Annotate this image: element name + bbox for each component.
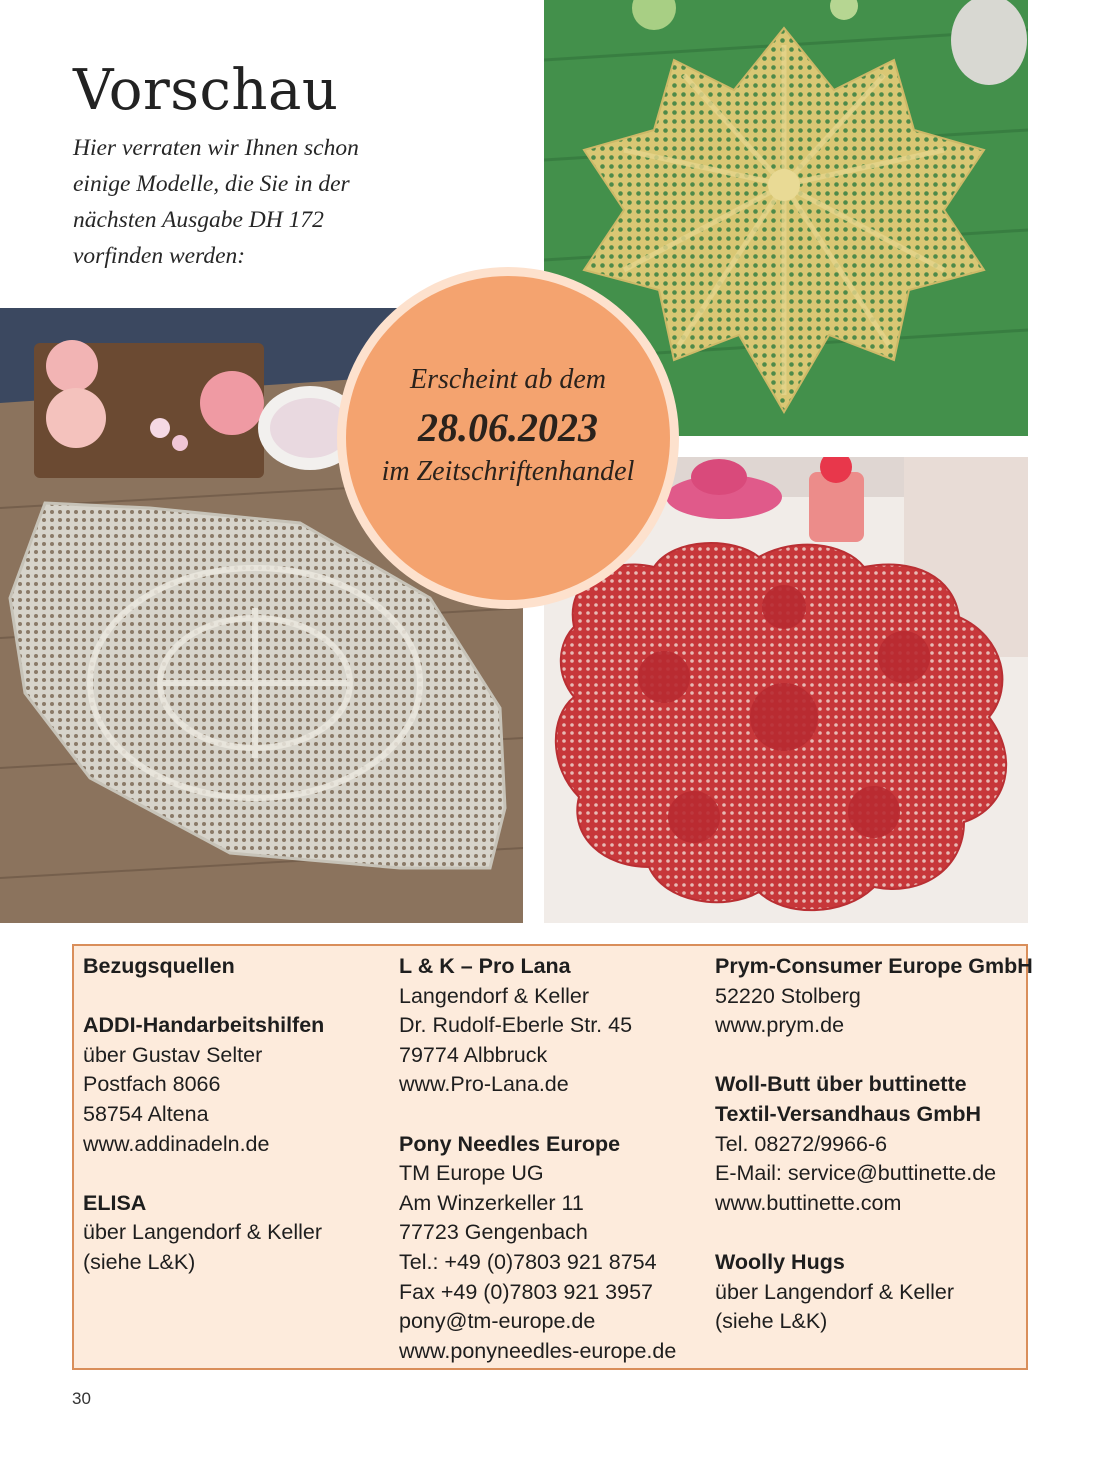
source-line: Postfach 8066 — [83, 1072, 221, 1097]
source-line: TM Europe UG — [399, 1161, 544, 1186]
source-line: (siehe L&K) — [715, 1309, 828, 1334]
source-heading: ELISA — [83, 1190, 147, 1215]
source-line: www.buttinette.com — [715, 1190, 902, 1215]
source-line: (siehe L&K) — [83, 1249, 196, 1274]
spacer — [83, 1159, 324, 1189]
source-line: Langendorf & Keller — [399, 983, 590, 1008]
source-heading: L & K – Pro Lana — [399, 954, 571, 978]
sources-column-1 — [83, 952, 324, 1278]
intro-text: Hier verraten wir Ihnen schon einige Modelle, die Sie in der nächsten Ausgabe DH 172 vorfinden werden: — [73, 135, 359, 269]
page-title: Vorschau — [73, 58, 339, 123]
source-line: Dr. Rudolf-Eberle Str. 45 — [399, 1013, 633, 1038]
badge-line-3: im Zeitschriftenhandel — [381, 456, 635, 487]
badge-line-1: Erscheint ab dem — [410, 364, 606, 395]
source-heading: Woolly Hugs — [715, 1249, 845, 1274]
spacer — [715, 1218, 1033, 1248]
sources-column-2 — [399, 952, 676, 1366]
page-number: 30 — [72, 1389, 91, 1408]
source-heading: Woll-Butt über buttinette — [715, 1072, 967, 1097]
sources-box — [72, 944, 1033, 1370]
source-line: 58754 Altena — [83, 1101, 209, 1126]
source-line: www.ponyneedles-europe.de — [399, 1338, 677, 1363]
badge-date: 28.06.2023 — [418, 405, 598, 450]
source-line: www.Pro-Lana.de — [399, 1072, 569, 1097]
spacer — [83, 982, 324, 1012]
source-line: www.prym.de — [715, 1013, 845, 1038]
source-line: 79774 Albbruck — [399, 1042, 548, 1067]
source-line: 77723 Gengenbach — [399, 1220, 588, 1245]
source-line: über Langendorf & Keller — [715, 1279, 955, 1304]
source-line: pony@tm-europe.de — [399, 1309, 596, 1334]
source-heading: Textil-Versandhaus GmbH — [715, 1101, 982, 1126]
source-line: www.addinadeln.de — [83, 1131, 270, 1156]
release-date-badge — [346, 276, 670, 600]
spacer — [715, 1041, 1033, 1071]
source-line: über Langendorf & Keller — [83, 1220, 323, 1245]
source-line: Tel.: +49 (0)7803 921 8754 — [399, 1249, 657, 1274]
sources-column-3 — [715, 952, 1033, 1337]
source-line: Am Winzerkeller 11 — [399, 1190, 584, 1215]
source-line: E-Mail: service@buttinette.de — [715, 1161, 997, 1186]
source-line: 52220 Stolberg — [715, 983, 861, 1008]
source-heading: Pony Needles Europe — [399, 1131, 621, 1156]
source-line: Fax +49 (0)7803 921 3957 — [399, 1279, 654, 1304]
spacer — [399, 1100, 676, 1130]
source-heading: ADDI-Handarbeitshilfen — [83, 1013, 325, 1038]
source-line: Tel. 08272/9966-6 — [715, 1131, 888, 1156]
source-line: über Gustav Selter — [83, 1042, 263, 1067]
source-heading: Bezugsquellen — [83, 954, 235, 978]
source-heading: Prym-Consumer Europe GmbH — [715, 954, 1033, 978]
